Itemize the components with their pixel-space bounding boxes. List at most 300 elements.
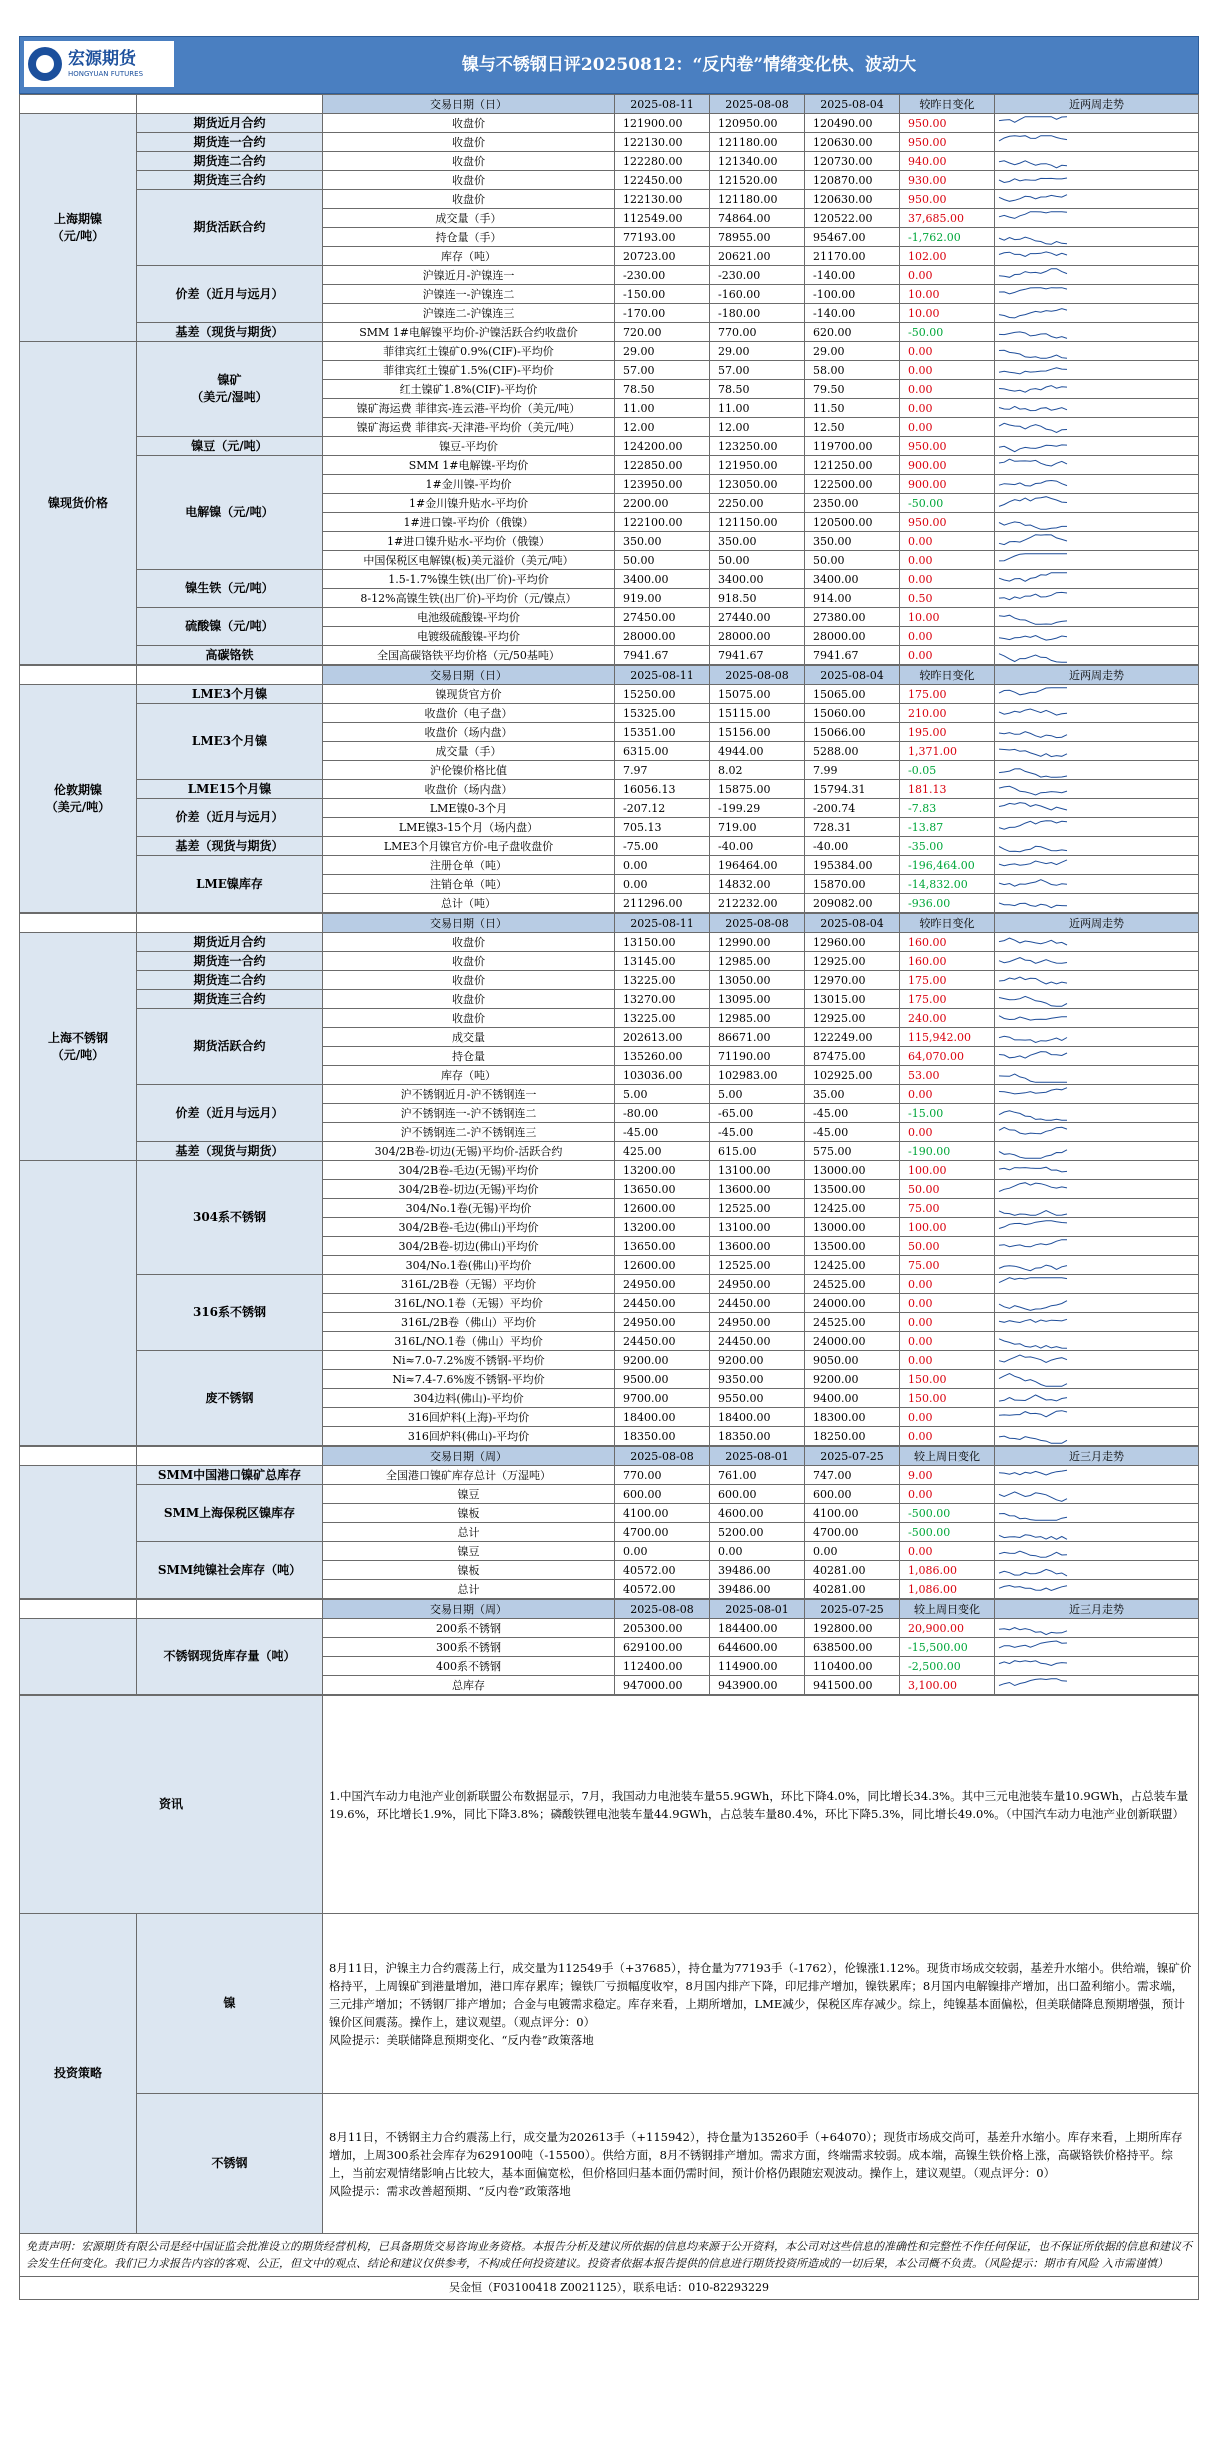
value-cell: 120490.00: [805, 114, 900, 133]
trend-line: [999, 572, 1067, 581]
value-cell: 24000.00: [805, 1294, 900, 1313]
change-cell: 0.00: [900, 1123, 995, 1142]
trend-line: [999, 1470, 1067, 1475]
trend-line: [999, 1513, 1067, 1520]
subcategory-label: 硫酸镍（元/吨）: [137, 608, 323, 646]
value-cell: 4700.00: [805, 1523, 900, 1542]
value-cell: 78955.00: [710, 228, 805, 247]
subcategory-label: 基差（现货与期货）: [137, 837, 323, 856]
item-label: 沪不锈钢近月-沪不锈钢连一: [323, 1085, 615, 1104]
value-cell: 39486.00: [710, 1561, 805, 1580]
trend-sparkline: [995, 609, 1071, 626]
table-row: [20, 780, 1199, 799]
table-row: [20, 1542, 1199, 1561]
trend-cell: [995, 228, 1199, 247]
trend-line: [999, 1149, 1067, 1158]
value-cell: 7941.67: [710, 646, 805, 665]
change-cell: 900.00: [900, 456, 995, 475]
item-label: 200系不锈钢: [323, 1619, 615, 1638]
value-cell: 13100.00: [710, 1161, 805, 1180]
change-cell: 900.00: [900, 475, 995, 494]
change-cell: 0.00: [900, 342, 995, 361]
value-cell: 720.00: [615, 323, 710, 342]
header-blank: [137, 914, 323, 933]
value-cell: 121520.00: [710, 171, 805, 190]
subcategory-label: LME3个月镍: [137, 704, 323, 780]
trend-line: [999, 287, 1067, 293]
value-cell: 86671.00: [710, 1028, 805, 1047]
trend-sparkline: [995, 438, 1071, 455]
trend-line: [999, 444, 1067, 451]
table-row: [20, 1009, 1199, 1028]
change-cell: 950.00: [900, 114, 995, 133]
subcategory-label: LME镍库存: [137, 856, 323, 913]
table-row: [20, 342, 1199, 361]
value-cell: 192800.00: [805, 1619, 900, 1638]
value-cell: 121180.00: [710, 190, 805, 209]
value-cell: 7.99: [805, 761, 900, 780]
trend-cell: [995, 1066, 1199, 1085]
subcategory-label: LME3个月镍: [137, 685, 323, 704]
trend-line: [999, 116, 1067, 122]
item-label: 注销仓单（吨）: [323, 875, 615, 894]
value-cell: 13650.00: [615, 1180, 710, 1199]
item-label: 收盘价（电子盘）: [323, 704, 615, 723]
value-cell: 13225.00: [615, 1009, 710, 1028]
value-cell: 39486.00: [710, 1580, 805, 1599]
value-cell: 20621.00: [710, 247, 805, 266]
trend-sparkline: [995, 1486, 1071, 1503]
trend-line: [999, 1182, 1067, 1191]
trend-line: [999, 1338, 1067, 1348]
trend-cell: [995, 1580, 1199, 1599]
category-label: [20, 1161, 137, 1446]
item-label: 316L/2B卷（无锡）平均价: [323, 1275, 615, 1294]
item-label: 收盘价: [323, 152, 615, 171]
trend-line: [999, 1127, 1067, 1134]
table-row: [20, 799, 1199, 818]
trend-line: [999, 938, 1067, 945]
change-cell: 950.00: [900, 190, 995, 209]
table-row: [20, 190, 1199, 209]
subcategory-label: 316系不锈钢: [137, 1275, 323, 1351]
trend-cell: [995, 418, 1199, 437]
value-cell: 24450.00: [710, 1294, 805, 1313]
change-cell: 10.00: [900, 608, 995, 627]
value-cell: 761.00: [710, 1466, 805, 1485]
change-cell: 53.00: [900, 1066, 995, 1085]
value-cell: 110400.00: [805, 1657, 900, 1676]
value-cell: -100.00: [805, 285, 900, 304]
value-cell: 0.00: [615, 856, 710, 875]
item-label: Ni≈7.4-7.6%废不锈钢-平均价: [323, 1370, 615, 1389]
change-cell: -15,500.00: [900, 1638, 995, 1657]
subcategory-label: 价差（近月与远月）: [137, 1085, 323, 1142]
value-cell: 119700.00: [805, 437, 900, 456]
value-cell: -160.00: [710, 285, 805, 304]
commentary-table: [19, 1695, 1199, 2234]
trend-line: [999, 1355, 1067, 1362]
category-label: 伦敦期镍 （美元/吨）: [20, 685, 137, 913]
value-cell: 719.00: [710, 818, 805, 837]
trend-line: [999, 1641, 1067, 1648]
change-cell: 20,900.00: [900, 1619, 995, 1638]
trend-sparkline: [995, 1371, 1071, 1388]
change-cell: 0.00: [900, 399, 995, 418]
item-label: 镍板: [323, 1561, 615, 1580]
value-cell: -170.00: [615, 304, 710, 323]
value-cell: 205300.00: [615, 1619, 710, 1638]
value-cell: 943900.00: [710, 1676, 805, 1695]
value-cell: 9200.00: [805, 1370, 900, 1389]
trend-sparkline: [995, 1162, 1071, 1179]
table-row: [20, 1142, 1199, 1161]
trend-line: [999, 211, 1067, 218]
value-cell: 13600.00: [710, 1237, 805, 1256]
value-cell: -75.00: [615, 837, 710, 856]
trend-cell: [995, 171, 1199, 190]
trend-cell: [995, 266, 1199, 285]
value-cell: 947000.00: [615, 1676, 710, 1695]
trend-sparkline: [995, 1620, 1071, 1637]
item-label: 收盘价: [323, 933, 615, 952]
trend-sparkline: [995, 457, 1071, 474]
change-cell: 940.00: [900, 152, 995, 171]
change-cell: 0.00: [900, 646, 995, 665]
item-label: 304/No.1卷(佛山)平均价: [323, 1256, 615, 1275]
item-label: 沪镍连二-沪镍连三: [323, 304, 615, 323]
value-cell: 29.00: [615, 342, 710, 361]
value-cell: 122130.00: [615, 190, 710, 209]
trend-cell: [995, 1085, 1199, 1104]
trend-sparkline: [995, 362, 1071, 379]
item-label: 316L/NO.1卷（佛山）平均价: [323, 1332, 615, 1351]
change-cell: 950.00: [900, 437, 995, 456]
value-cell: 12525.00: [710, 1256, 805, 1275]
value-cell: 122280.00: [615, 152, 710, 171]
table-row: [20, 323, 1199, 342]
logo-name-en: HONGYUAN FUTURES: [68, 69, 144, 78]
value-cell: 87475.00: [805, 1047, 900, 1066]
value-cell: 5.00: [710, 1085, 805, 1104]
trend-cell: [995, 1638, 1199, 1657]
trend-cell: [995, 971, 1199, 990]
value-cell: 28000.00: [710, 627, 805, 646]
value-cell: 18300.00: [805, 1408, 900, 1427]
value-cell: 9350.00: [710, 1370, 805, 1389]
trend-cell: [995, 342, 1199, 361]
column-header: 较昨日变化: [900, 666, 995, 685]
value-cell: 600.00: [805, 1485, 900, 1504]
value-cell: 40572.00: [615, 1561, 710, 1580]
item-label: 成交量: [323, 1028, 615, 1047]
value-cell: 15060.00: [805, 704, 900, 723]
report-page: [19, 36, 1199, 2300]
change-cell: 0.00: [900, 380, 995, 399]
trend-sparkline: [995, 895, 1071, 912]
strategy-label: 投资策略: [20, 1914, 137, 2234]
item-label: LME3个月镍官方价-电子盘收盘价: [323, 837, 615, 856]
trend-cell: [995, 456, 1199, 475]
trend-sparkline: [995, 134, 1071, 151]
column-header: 2025-07-25: [805, 1600, 900, 1619]
value-cell: -230.00: [615, 266, 710, 285]
trend-cell: [995, 761, 1199, 780]
value-cell: 114900.00: [710, 1657, 805, 1676]
value-cell: 15156.00: [710, 723, 805, 742]
value-cell: 13650.00: [615, 1237, 710, 1256]
value-cell: 350.00: [710, 532, 805, 551]
value-cell: 58.00: [805, 361, 900, 380]
trend-line: [999, 496, 1067, 506]
item-label: 1#进口镍升贴水-平均价（俄镍）: [323, 532, 615, 551]
trend-sparkline: [995, 324, 1071, 341]
table-row: [20, 570, 1199, 589]
value-cell: 78.50: [615, 380, 710, 399]
trend-sparkline: [995, 934, 1071, 951]
trend-cell: [995, 133, 1199, 152]
category-label: [20, 1466, 137, 1599]
trend-line: [999, 731, 1067, 737]
value-cell: 12.00: [710, 418, 805, 437]
column-header: 交易日期（日）: [323, 914, 615, 933]
trend-line: [999, 1210, 1067, 1215]
trend-cell: [995, 494, 1199, 513]
logo-name: 宏源期货: [68, 48, 136, 69]
trend-cell: [995, 532, 1199, 551]
value-cell: 4600.00: [710, 1504, 805, 1523]
trend-sparkline: [995, 153, 1071, 170]
value-cell: 78.50: [710, 380, 805, 399]
change-cell: -936.00: [900, 894, 995, 913]
change-cell: 10.00: [900, 285, 995, 304]
change-cell: 0.00: [900, 418, 995, 437]
value-cell: 13000.00: [805, 1161, 900, 1180]
trend-cell: [995, 685, 1199, 704]
change-cell: 50.00: [900, 1237, 995, 1256]
strategy-ss-label: 不锈钢: [137, 2094, 323, 2234]
value-cell: 120950.00: [710, 114, 805, 133]
trend-sparkline: [995, 1562, 1071, 1579]
column-header: 2025-08-11: [615, 914, 710, 933]
column-header: 近三月走势: [995, 1447, 1199, 1466]
value-cell: -150.00: [615, 285, 710, 304]
subcategory-label: 期货活跃合约: [137, 1009, 323, 1085]
item-label: 304边料(佛山)-平均价: [323, 1389, 615, 1408]
value-cell: 122249.00: [805, 1028, 900, 1047]
change-cell: 181.13: [900, 780, 995, 799]
value-cell: 12925.00: [805, 1009, 900, 1028]
value-cell: -40.00: [805, 837, 900, 856]
trend-cell: [995, 1504, 1199, 1523]
change-cell: 0.00: [900, 532, 995, 551]
table-row: [20, 856, 1199, 875]
item-label: 沪不锈钢连二-沪不锈钢连三: [323, 1123, 615, 1142]
trend-line: [999, 521, 1067, 528]
trend-sparkline: [995, 781, 1071, 798]
table-row: [20, 837, 1199, 856]
trend-line: [999, 406, 1067, 410]
column-header: 2025-08-08: [615, 1600, 710, 1619]
value-cell: 121150.00: [710, 513, 805, 532]
trend-cell: [995, 1142, 1199, 1161]
trend-cell: [995, 627, 1199, 646]
trend-cell: [995, 1256, 1199, 1275]
table-row: [20, 114, 1199, 133]
change-cell: 0.00: [900, 266, 995, 285]
trend-cell: [995, 399, 1199, 418]
change-cell: 37,685.00: [900, 209, 995, 228]
trend-sparkline: [995, 1029, 1071, 1046]
value-cell: 121950.00: [710, 456, 805, 475]
trend-line: [999, 534, 1067, 544]
value-cell: 209082.00: [805, 894, 900, 913]
trend-line: [999, 1051, 1067, 1058]
strategy-nickel-label: 镍: [137, 1914, 323, 2094]
change-cell: 210.00: [900, 704, 995, 723]
trend-sparkline: [995, 1524, 1071, 1541]
change-cell: -1,762.00: [900, 228, 995, 247]
header-blank: [137, 666, 323, 685]
value-cell: 121250.00: [805, 456, 900, 475]
trend-sparkline: [995, 838, 1071, 855]
value-cell: 24950.00: [615, 1313, 710, 1332]
header-blank: [137, 95, 323, 114]
value-cell: 13100.00: [710, 1218, 805, 1237]
value-cell: 941500.00: [805, 1676, 900, 1695]
value-cell: 8.02: [710, 761, 805, 780]
value-cell: 50.00: [710, 551, 805, 570]
change-cell: 160.00: [900, 952, 995, 971]
column-header: 2025-08-08: [710, 914, 805, 933]
value-cell: -65.00: [710, 1104, 805, 1123]
change-cell: -35.00: [900, 837, 995, 856]
change-cell: -50.00: [900, 494, 995, 513]
value-cell: 7.97: [615, 761, 710, 780]
value-cell: 29.00: [805, 342, 900, 361]
trend-sparkline: [995, 1143, 1071, 1160]
value-cell: 13225.00: [615, 971, 710, 990]
value-cell: 644600.00: [710, 1638, 805, 1657]
value-cell: 600.00: [710, 1485, 805, 1504]
change-cell: 102.00: [900, 247, 995, 266]
value-cell: 123950.00: [615, 475, 710, 494]
data-section: [19, 665, 1199, 913]
change-cell: 1,086.00: [900, 1580, 995, 1599]
trend-line: [999, 1167, 1067, 1172]
trend-cell: [995, 818, 1199, 837]
item-label: 收盘价: [323, 1009, 615, 1028]
trend-line: [999, 977, 1067, 984]
subcategory-label: 基差（现货与期货）: [137, 323, 323, 342]
trend-line: [999, 553, 1067, 560]
change-cell: 0.00: [900, 1427, 995, 1446]
trend-line: [999, 459, 1067, 466]
trend-sparkline: [995, 1352, 1071, 1369]
subcategory-label: 高碳铬铁: [137, 646, 323, 665]
trend-line: [999, 1373, 1067, 1386]
value-cell: 12990.00: [710, 933, 805, 952]
value-cell: 24950.00: [710, 1313, 805, 1332]
item-label: 304/2B卷-切边(佛山)平均价: [323, 1237, 615, 1256]
change-cell: -2,500.00: [900, 1657, 995, 1676]
change-cell: 0.50: [900, 589, 995, 608]
trend-line: [999, 1087, 1067, 1093]
table-row: [20, 933, 1199, 952]
value-cell: 16056.13: [615, 780, 710, 799]
trend-cell: [995, 1199, 1199, 1218]
item-label: 304/2B卷-毛边(无锡)平均价: [323, 1161, 615, 1180]
item-label: 红土镍矿1.8%(CIF)-平均价: [323, 380, 615, 399]
trend-cell: [995, 1523, 1199, 1542]
change-cell: 160.00: [900, 933, 995, 952]
value-cell: 13270.00: [615, 990, 710, 1009]
trend-cell: [995, 1676, 1199, 1695]
change-cell: 115,942.00: [900, 1028, 995, 1047]
trend-cell: [995, 361, 1199, 380]
value-cell: 3400.00: [710, 570, 805, 589]
trend-sparkline: [995, 724, 1071, 741]
trend-sparkline: [995, 972, 1071, 989]
value-cell: 57.00: [710, 361, 805, 380]
value-cell: 9200.00: [615, 1351, 710, 1370]
data-section: [19, 1446, 1199, 1599]
value-cell: 195384.00: [805, 856, 900, 875]
trend-cell: [995, 475, 1199, 494]
trend-line: [999, 268, 1067, 277]
trend-sparkline: [995, 686, 1071, 703]
trend-line: [999, 385, 1067, 392]
value-cell: 18250.00: [805, 1427, 900, 1446]
trend-line: [999, 846, 1067, 851]
trend-sparkline: [995, 1428, 1071, 1445]
value-cell: 13145.00: [615, 952, 710, 971]
trend-sparkline: [995, 267, 1071, 284]
value-cell: 12.00: [615, 418, 710, 437]
value-cell: 120500.00: [805, 513, 900, 532]
change-cell: 0.00: [900, 1542, 995, 1561]
trend-sparkline: [995, 1124, 1071, 1141]
change-cell: 950.00: [900, 513, 995, 532]
value-cell: 7941.67: [615, 646, 710, 665]
trend-sparkline: [995, 400, 1071, 417]
trend-cell: [995, 247, 1199, 266]
value-cell: 5288.00: [805, 742, 900, 761]
item-label: 全国港口镍矿库存总计（万湿吨）: [323, 1466, 615, 1485]
trend-line: [999, 1300, 1067, 1310]
value-cell: 9700.00: [615, 1389, 710, 1408]
value-cell: 77193.00: [615, 228, 710, 247]
item-label: 库存（吨）: [323, 247, 615, 266]
value-cell: 2350.00: [805, 494, 900, 513]
value-cell: -45.00: [805, 1104, 900, 1123]
trend-line: [999, 768, 1067, 777]
item-label: SMM 1#电解镍-平均价: [323, 456, 615, 475]
trend-cell: [995, 1047, 1199, 1066]
change-cell: 150.00: [900, 1389, 995, 1408]
value-cell: 350.00: [615, 532, 710, 551]
change-cell: 0.00: [900, 551, 995, 570]
change-cell: 1,086.00: [900, 1561, 995, 1580]
trend-line: [999, 879, 1067, 886]
header-blank: [137, 1600, 323, 1619]
trend-cell: [995, 952, 1199, 971]
value-cell: 13095.00: [710, 990, 805, 1009]
trend-sparkline: [995, 705, 1071, 722]
data-section: [19, 94, 1199, 665]
value-cell: 122130.00: [615, 133, 710, 152]
logo-icon: [28, 47, 62, 81]
